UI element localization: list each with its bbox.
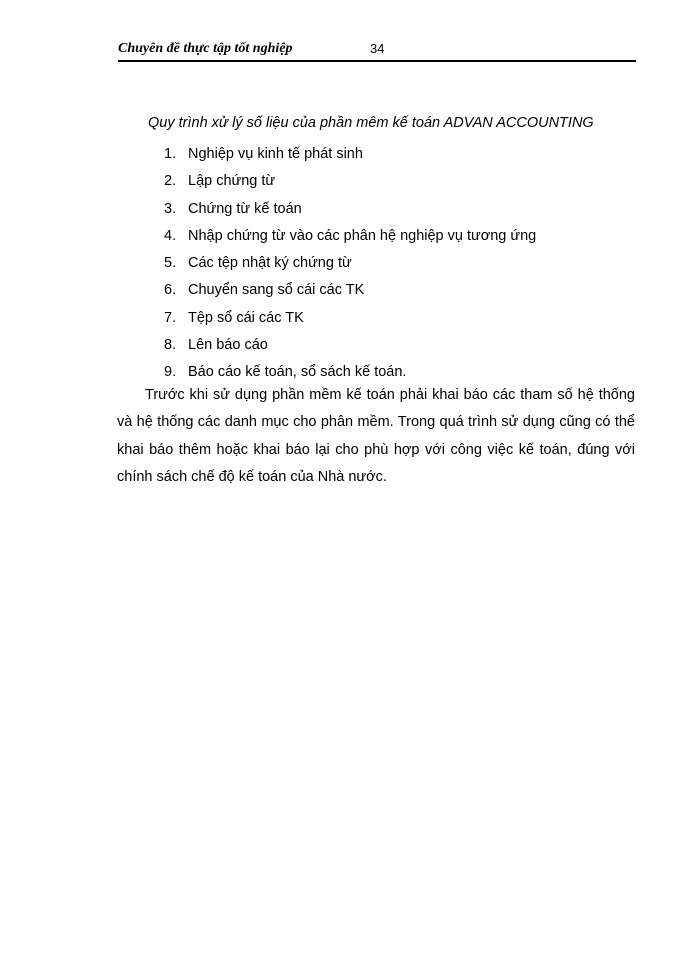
step-number: 3. bbox=[164, 200, 177, 217]
list-item bbox=[164, 141, 536, 168]
process-steps-list bbox=[164, 141, 536, 387]
list-item bbox=[164, 223, 536, 250]
page-header bbox=[118, 40, 636, 62]
step-text: Chuyển sang sổ cái các TK bbox=[188, 282, 365, 299]
list-item bbox=[164, 305, 536, 332]
step-number: 4. bbox=[164, 227, 177, 244]
step-text: Chứng từ kế toán bbox=[188, 200, 302, 217]
step-number: 9. bbox=[164, 364, 177, 381]
list-item bbox=[164, 196, 536, 223]
list-item bbox=[164, 332, 536, 359]
header-title: Chuyên đề thực tập tốt nghiệp bbox=[118, 41, 293, 56]
step-text: Tệp sổ cái các TK bbox=[188, 309, 304, 326]
list-item bbox=[164, 277, 536, 304]
step-text: Nghiệp vụ kinh tế phát sinh bbox=[188, 146, 363, 162]
list-item bbox=[164, 168, 536, 195]
body-paragraph: Trước khi sử dụng phần mềm kế toán phải khai báo các tham số hệ thống và hệ thống các danh mục cho phân mềm. Trong quá trình sử dụng cũng có thể khai báo thêm hoặc khai báo lại cho phù hợp với công việc kế toán, đúng với chính sách chế độ kế toán của Nhà nước. bbox=[117, 387, 635, 485]
step-text: Lập chứng từ bbox=[188, 173, 276, 190]
step-number: 8. bbox=[164, 337, 177, 354]
page-number: 34 bbox=[370, 41, 385, 56]
list-item bbox=[164, 250, 536, 277]
step-number: 7. bbox=[164, 309, 177, 326]
section-subtitle: Quy trình xử lý số liệu của phần mêm kế toán ADVAN ACCOUNTING bbox=[148, 115, 594, 131]
step-number: 1. bbox=[164, 146, 177, 162]
step-text: Báo cáo kế toán, sổ sách kế toán. bbox=[188, 364, 407, 381]
step-text: Nhập chứng từ vào các phân hệ nghiệp vụ tương ứng bbox=[188, 227, 537, 244]
step-number: 2. bbox=[164, 173, 177, 190]
step-text: Lên báo cáo bbox=[188, 337, 268, 354]
step-text: Các tệp nhật ký chứng từ bbox=[188, 255, 352, 272]
step-number: 6. bbox=[164, 282, 177, 299]
step-number: 5. bbox=[164, 255, 177, 272]
header-divider bbox=[118, 60, 636, 62]
